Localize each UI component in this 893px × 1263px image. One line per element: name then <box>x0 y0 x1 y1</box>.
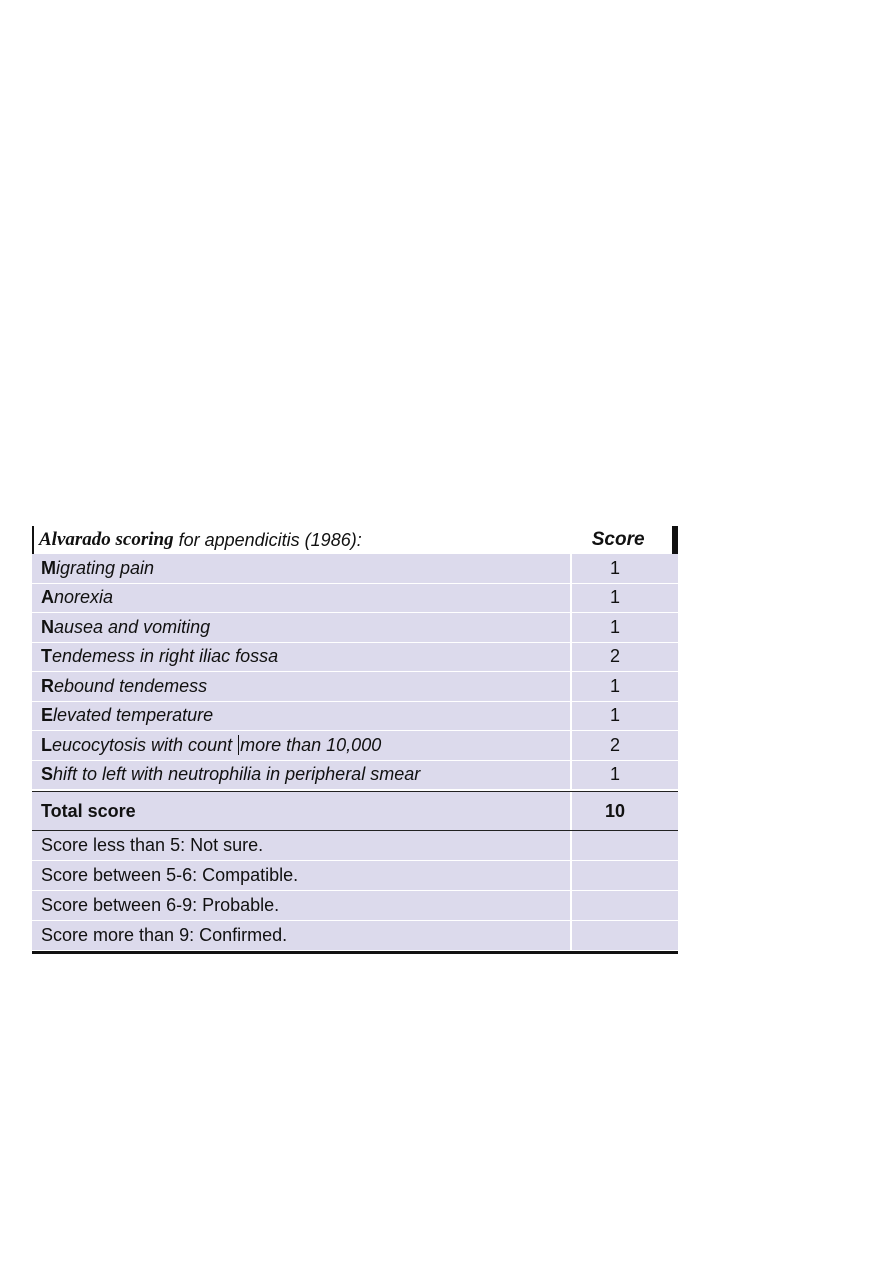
table-title <box>34 526 570 554</box>
criterion-score: 1 <box>609 764 620 785</box>
table-row <box>32 554 678 584</box>
interpretation-row <box>32 891 678 921</box>
interpretation-text: Score between 5-6: Compatible. <box>32 861 572 890</box>
table-row <box>32 702 678 732</box>
criterion-initial: T <box>41 646 52 667</box>
total-score-row <box>32 791 678 831</box>
criterion-text-continued: more than 10,000 <box>240 734 382 755</box>
criterion-label <box>32 731 572 760</box>
criterion-label <box>32 672 572 701</box>
criterion-label <box>32 584 572 613</box>
interpretation-empty-cell <box>572 831 678 860</box>
alvarado-score-table <box>32 526 678 954</box>
criterion-label <box>32 702 572 731</box>
criterion-initial: L <box>41 734 52 755</box>
interpretation-empty-cell <box>572 921 678 950</box>
table-row <box>32 613 678 643</box>
criterion-initial: M <box>41 557 56 578</box>
criterion-score: 1 <box>609 705 620 726</box>
title-bold: Alvarado scoring <box>39 529 174 550</box>
interpretation-text: Score more than 9: Confirmed. <box>32 921 572 950</box>
interpretation-empty-cell <box>572 861 678 890</box>
table-row <box>32 761 678 791</box>
interpretation-row <box>32 831 678 861</box>
interpretation-row <box>32 921 678 951</box>
table-row <box>32 643 678 673</box>
interpretation-empty-cell <box>572 891 678 920</box>
criterion-text: igrating pain <box>56 557 155 578</box>
table-header-row <box>32 526 678 554</box>
criterion-score: 1 <box>609 587 620 608</box>
criterion-text: ausea and vomiting <box>54 616 211 637</box>
criterion-initial: A <box>41 587 54 608</box>
table-row <box>32 584 678 614</box>
interpretation-text: Score between 6-9: Probable. <box>32 891 572 920</box>
title-rest: for appendicitis (1986): <box>178 529 362 550</box>
total-score-value: 10 <box>604 800 626 821</box>
criterion-initial: E <box>41 705 54 726</box>
interpretation-row <box>32 861 678 891</box>
criterion-label <box>32 613 572 642</box>
criterion-score: 1 <box>609 557 620 578</box>
criterion-label <box>32 554 572 583</box>
criterion-label <box>32 761 572 790</box>
criterion-score: 2 <box>609 734 620 755</box>
criterion-text: eucocytosis with count <box>52 734 233 755</box>
interpretation-text: Score less than 5: Not sure. <box>32 831 572 860</box>
criterion-score: 1 <box>609 616 620 637</box>
table-bottom-rule <box>32 951 678 954</box>
criterion-score: 2 <box>609 646 620 667</box>
criterion-score: 1 <box>609 675 620 696</box>
total-score-label: Total score <box>32 792 572 830</box>
criterion-text: levated temperature <box>53 705 214 726</box>
score-column-header: Score <box>591 529 645 550</box>
table-row <box>32 731 678 761</box>
criterion-initial: R <box>41 675 54 696</box>
criterion-text: norexia <box>54 587 114 608</box>
criterion-initial: S <box>41 764 54 785</box>
table-row <box>32 672 678 702</box>
text-cursor <box>238 735 239 755</box>
criterion-text: ebound tendemess <box>54 675 208 696</box>
criterion-label <box>32 643 572 672</box>
criterion-text: endemess in right iliac fossa <box>52 646 279 667</box>
criterion-text: hift to left with neutrophilia in peripheral smear <box>53 764 421 785</box>
criterion-initial: N <box>41 616 54 637</box>
